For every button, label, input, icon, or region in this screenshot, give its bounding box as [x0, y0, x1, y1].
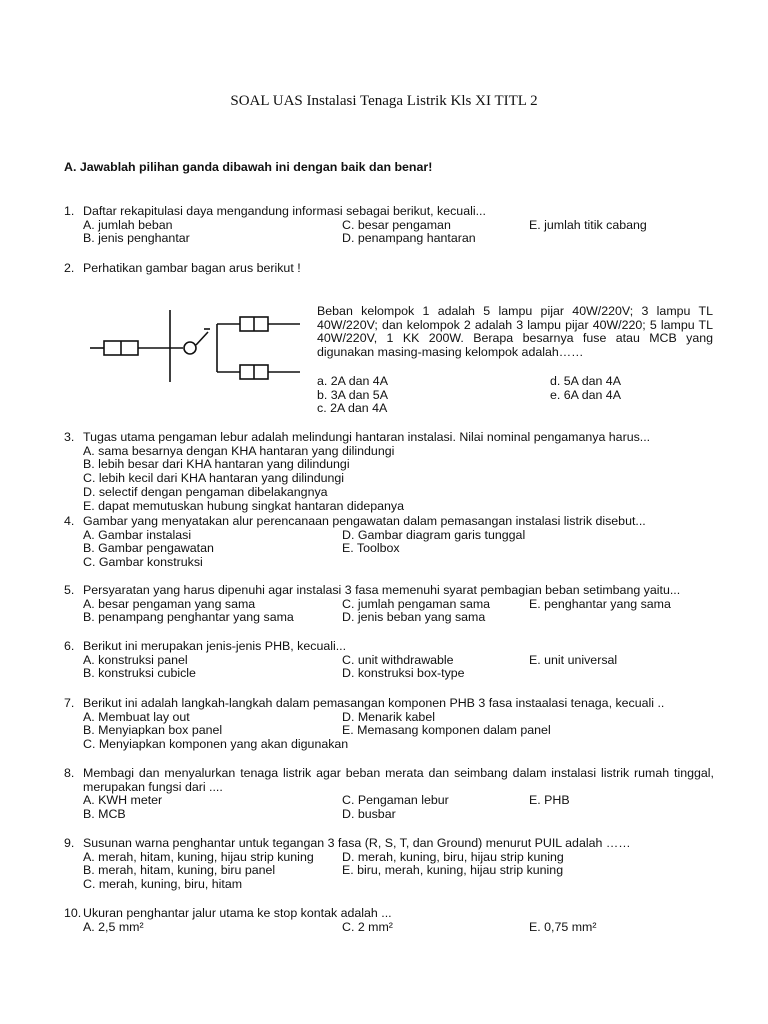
option: A. Membuat lay out: [83, 709, 190, 724]
option: b. 3A dan 5A: [317, 387, 388, 402]
question-number: 10.: [64, 906, 82, 920]
question-4: [64, 515, 714, 570]
question-number: 8.: [64, 766, 75, 780]
option: A. KWH meter: [83, 793, 163, 808]
question-number: 4.: [64, 514, 75, 528]
option: A. konstruksi panel: [83, 652, 188, 667]
option: D. konstruksi box-type: [342, 666, 465, 681]
option: D. jenis beban yang sama: [342, 610, 486, 625]
option: A. merah, hitam, kuning, hijau strip kuning: [83, 849, 314, 864]
option: A. jumlah beban: [83, 217, 173, 232]
option: C. besar pengaman: [342, 217, 451, 232]
question-stem: Berikut ini merupakan jenis-jenis PHB, kecuali...: [83, 639, 347, 653]
question-stem: Tugas utama pengaman lebur adalah melindungi hantaran instalasi. Nilai nominal pengamanya harus...: [83, 430, 651, 444]
option: E. dapat memutuskan hubung singkat hantaran didepanya: [83, 498, 405, 513]
question-5: [64, 584, 714, 625]
option: C. jumlah pengaman sama: [342, 596, 491, 611]
question-3: [64, 431, 714, 513]
question-stem: Daftar rekapitulasi daya mengandung informasi sebagai berikut, kecuali...: [83, 204, 486, 218]
question-number: 7.: [64, 696, 75, 710]
option: d. 5A dan 4A: [550, 374, 621, 388]
option: C. Gambar konstruksi: [83, 555, 203, 570]
option: B. konstruksi cubicle: [83, 666, 196, 681]
section-heading: A. Jawablah pilihan ganda dibawah ini dengan baik dan benar!: [64, 160, 433, 174]
question-7: [64, 697, 714, 752]
question-2: [64, 262, 714, 276]
option: B. penampang penghantar yang sama: [83, 610, 294, 625]
option: B. MCB: [83, 807, 126, 822]
option: B. merah, hitam, kuning, biru panel: [83, 863, 276, 878]
option: B. Gambar pengawatan: [83, 541, 214, 556]
question-number: 3.: [64, 430, 75, 444]
option: E. Toolbox: [342, 541, 400, 556]
question-stem: Berikut ini adalah langkah-langkah dalam pemasangan komponen PHB 3 fasa instaalasi tenaga, kecuali ..: [83, 696, 665, 710]
option: E. biru, merah, kuning, hijau strip kuning: [342, 863, 564, 878]
question-stem: Gambar yang menyatakan alur perencanaan pengawatan dalam pemasangan instalasi listrik disebut...: [83, 514, 646, 528]
question-number: 9.: [64, 836, 75, 850]
option: B. Menyiapkan box panel: [83, 723, 223, 738]
option: C. lebih kecil dari KHA hantaran yang dilindungi: [83, 471, 345, 486]
option: c. 2A dan 4A: [317, 401, 388, 416]
option: E. Memasang komponen dalam panel: [342, 723, 551, 738]
circuit-diagram: [90, 305, 305, 385]
option: D. busbar: [342, 807, 396, 822]
option: B. jenis penghantar: [83, 231, 190, 246]
option: E. 0,75 mm²: [529, 919, 597, 934]
option: A. sama besarnya dengan KHA hantaran yang dilindungi: [83, 443, 395, 458]
question-1: [64, 205, 714, 246]
question-stem: Membagi dan menyalurkan tenaga listrik agar beban merata dan seimbang dalam instalasi listrik rumah tinggal, merupakan fungsi dari ....: [83, 766, 714, 794]
option: D. merah, kuning, biru, hijau strip kuning: [342, 849, 564, 864]
option: E. PHB: [529, 793, 570, 808]
question-stem: Perhatikan gambar bagan arus berikut !: [83, 261, 301, 275]
question-9: [64, 837, 714, 892]
question-number: 6.: [64, 639, 75, 653]
option: D. Gambar diagram garis tunggal: [342, 527, 526, 542]
option: A. 2,5 mm²: [83, 919, 144, 934]
option: a. 2A dan 4A: [317, 374, 388, 388]
option: E. penghantar yang sama: [529, 596, 671, 611]
option: C. merah, kuning, biru, hitam: [83, 877, 243, 892]
question-2-options: [317, 375, 713, 416]
option: E. unit universal: [529, 652, 618, 667]
option: A. Gambar instalasi: [83, 527, 192, 542]
option: D. Menarik kabel: [342, 709, 435, 724]
page-title: SOAL UAS Instalasi Tenaga Listrik Kls XI TITL 2: [230, 93, 538, 109]
option: C. 2 mm²: [342, 919, 393, 934]
option: D. selectif dengan pengaman dibelakangnya: [83, 484, 328, 499]
option: E. jumlah titik cabang: [529, 217, 647, 232]
question-stem: Persyaratan yang harus dipenuhi agar instalasi 3 fasa memenuhi syarat pembagian beban setimbang yaitu...: [83, 583, 681, 597]
option: C. Pengaman lebur: [342, 793, 449, 808]
option: C. Menyiapkan komponen yang akan digunakan: [83, 737, 349, 752]
question-number: 5.: [64, 583, 75, 597]
option: A. besar pengaman yang sama: [83, 596, 256, 611]
question-6: [64, 640, 714, 681]
question-2-description: Beban kelompok 1 adalah 5 lampu pijar 40W/220V; 3 lampu TL 40W/220V; dan kelompok 2 adalah 3 lampu pijar 40W/220; 5 lampu TL 40W/220V, 1 KK 200W. Berapa besarnya fuse atau MCB yang digunakan masing-masing kelompok adalah……: [317, 304, 713, 360]
option: D. penampang hantaran: [342, 231, 476, 246]
question-number: 2.: [64, 261, 75, 275]
option: B. lebih besar dari KHA hantaran yang dilindungi: [83, 457, 350, 472]
question-stem: Susunan warna penghantar untuk tegangan 3 fasa (R, S, T, dan Ground) menurut PUIL adalah ……: [83, 836, 631, 850]
option: C. unit withdrawable: [342, 652, 454, 667]
question-stem: Ukuran penghantar jalur utama ke stop kontak adalah ...: [83, 906, 392, 920]
option: e. 6A dan 4A: [550, 387, 621, 402]
question-10: [64, 907, 714, 934]
question-8: [64, 767, 714, 822]
question-number: 1.: [64, 204, 75, 218]
